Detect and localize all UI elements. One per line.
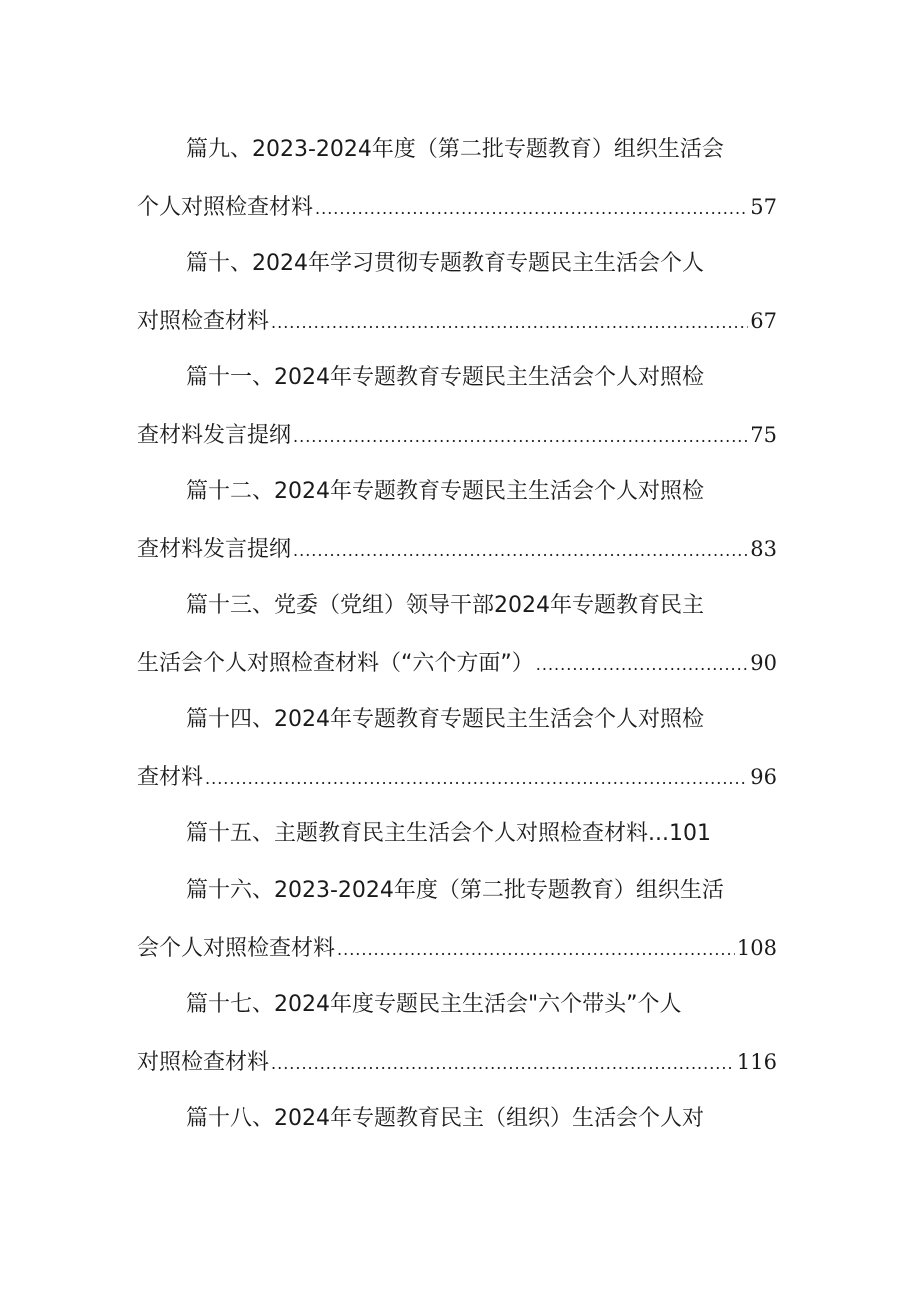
page-number: 83 xyxy=(750,537,777,561)
toc-entry-14-title[interactable]: 篇十四、2024年专题教育专题民主生活会个人对照检 xyxy=(186,707,704,732)
toc-entry-12-continuation[interactable]: 查材料发言提纲 ..... 83 xyxy=(137,527,777,584)
page-number: 75 xyxy=(750,423,777,447)
dot-leader xyxy=(271,301,748,345)
toc-entry-13-continuation[interactable]: 生活会个人对照检查材料（“六个方面”） ..... 90 xyxy=(137,641,777,698)
dot-leader xyxy=(536,643,748,687)
dot-leader xyxy=(293,529,748,573)
dot-leader xyxy=(205,757,748,801)
table-of-contents xyxy=(137,128,777,1154)
page-number: 90 xyxy=(750,651,777,675)
toc-entry-10-continuation[interactable]: 对照检查材料 ..... 67 xyxy=(137,299,777,356)
toc-entry-11-title[interactable]: 篇十一、2024年专题教育专题民主生活会个人对照检 xyxy=(186,365,704,390)
page-number: 67 xyxy=(750,309,777,333)
page-number: 116 xyxy=(736,1050,777,1074)
toc-entry-11-continuation[interactable]: 查材料发言提纲 ..... 75 xyxy=(137,413,777,470)
dot-leader xyxy=(315,187,748,231)
dot-leader xyxy=(293,415,748,459)
toc-entry-12-title[interactable]: 篇十二、2024年专题教育专题民主生活会个人对照检 xyxy=(186,479,704,504)
dot-leader xyxy=(271,1042,735,1086)
toc-entry-17-continuation[interactable]: 对照检查材料 ..... 116 xyxy=(137,1040,777,1097)
toc-entry-15[interactable]: 篇十五、主题教育民主生活会个人对照检查材料...101 xyxy=(186,821,711,846)
toc-entry-17-title[interactable]: 篇十七、2024年度专题民主生活会"六个带头”个人 xyxy=(186,992,682,1017)
toc-entry-16-continuation[interactable]: 会个人对照检查材料 ..... 108 xyxy=(137,926,777,983)
toc-entry-13-title[interactable]: 篇十三、党委（党组）领导干部2024年专题教育民主 xyxy=(186,593,704,618)
toc-entry-10-title[interactable]: 篇十、2024年学习贯彻专题教育专题民主生活会个人 xyxy=(186,251,704,276)
toc-entry-9-title[interactable]: 篇九、2023-2024年度（第二批专题教育）组织生活会 xyxy=(186,137,724,162)
dot-leader xyxy=(337,928,735,972)
page-number: 108 xyxy=(736,936,777,960)
page-number: 96 xyxy=(750,765,777,789)
toc-entry-18-title[interactable]: 篇十八、2024年专题教育民主（组织）生活会个人对 xyxy=(186,1106,704,1131)
page-number: 57 xyxy=(750,195,777,219)
toc-entry-14-continuation[interactable]: 查材料 ..... 96 xyxy=(137,755,777,812)
toc-entry-16-title[interactable]: 篇十六、2023-2024年度（第二批专题教育）组织生活 xyxy=(186,878,724,903)
toc-entry-9-continuation[interactable]: 个人对照检查材料 ..... 57 xyxy=(137,185,777,242)
